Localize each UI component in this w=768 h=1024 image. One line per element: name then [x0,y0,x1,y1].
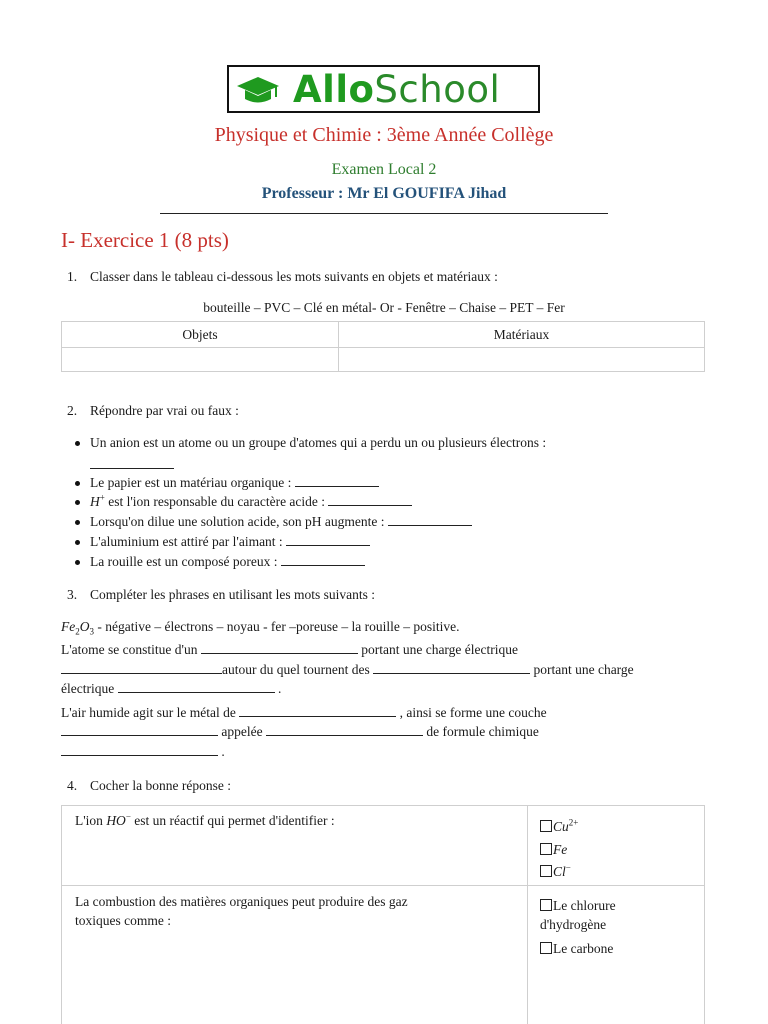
q2-answer-2[interactable] [295,474,379,487]
mcq-option-chlorure-line2: d'hydrogène [540,917,607,932]
q1-number: 1. [67,269,78,284]
materials-answer-cell[interactable] [339,348,705,372]
objects-answer-cell[interactable] [62,348,339,372]
q3-sentence-2: autour du quel tournent des portant une charge [61,661,634,679]
q2-statement-2: Le papier est un matériau organique : [90,474,379,492]
q2-answer-1[interactable] [90,456,174,474]
q3-word-list: $Fe_2O_3$ - négative – électrons – noyau - fer –poreuse – la rouille – positive. [61,619,460,637]
bullet [75,540,80,545]
mcq-question-1: L'ion HO− est un réactif qui permet d'identifier : [75,811,335,828]
objects-materials-table [61,321,705,372]
q2-statement-1: Un anion est un atome ou un groupe d'atomes qui a perdu un ou plusieurs électrons : [90,435,547,450]
table-header-objects: Objets [62,322,339,348]
mcq-table-divider [527,805,528,1024]
q1-word-list: bouteille – PVC – Clé en métal- Or - Fenêtre – Chaise – PET – Fer [203,300,565,315]
bullet [75,560,80,565]
exam-subtitle: Examen Local 2 [331,161,437,178]
q3-sentence-6: . [61,743,225,761]
page-title: Physique et Chimie : 3ème Année Collège [214,124,554,146]
mcq-option-cu[interactable]: $Cu^{2+}$ [540,818,578,836]
q3-text: Compléter les phrases en utilisant les mots suivants : [90,587,375,602]
q3-sentence-3: électrique . [61,681,282,696]
mcq-option-cl[interactable]: Cl− [540,863,571,881]
q3-blank-1[interactable] [201,641,358,654]
q2-statement-6: La rouille est un composé poreux : [90,553,365,571]
alloschool-logo [227,65,540,113]
q3-blank-4[interactable] [118,680,275,693]
header-divider [160,213,608,214]
q2-answer-4[interactable] [388,513,472,526]
logo-text: AlloSchool [293,68,501,111]
q3-blank-2[interactable] [61,661,222,674]
q2-number: 2. [67,403,78,418]
q4-number: 4. [67,778,78,793]
mcq-option-chlorure[interactable]: Le chlorure [540,897,616,915]
q2-answer-3[interactable] [328,493,412,506]
mcq-question-2-line2: toxiques comme : [75,913,171,928]
q3-blank-8[interactable] [61,743,218,756]
mcq-option-fe[interactable]: Fe [540,841,567,859]
professor-name: Professeur : Mr El GOUFIFA Jihad [261,185,507,202]
bullet [75,520,80,525]
mcq-table-row-divider [61,885,705,886]
q3-blank-6[interactable] [61,723,218,736]
q2-text: Répondre par vrai ou faux : [90,403,239,418]
bullet [75,441,80,446]
q2-statement-4: Lorsqu'on dilue une solution acide, son pH augmente : [90,513,472,531]
mcq-question-2-line1: La combustion des matières organiques peut produire des gaz [75,894,408,909]
q4-text: Cocher la bonne réponse : [90,778,231,793]
q3-sentence-5: appelée de formule chimique [61,723,539,741]
checkbox[interactable] [540,942,552,954]
q3-blank-7[interactable] [266,723,423,736]
table-header-materials: Matériaux [339,322,705,348]
q2-statement-5: L'aluminium est attiré par l'aimant : [90,533,370,551]
q3-blank-3[interactable] [373,661,530,674]
checkbox[interactable] [540,843,552,855]
q1-text: Classer dans le tableau ci-dessous les mots suivants en objets et matériaux : [90,269,498,284]
checkbox[interactable] [540,865,552,877]
q3-sentence-1: L'atome se constitue d'un portant une charge électrique [61,642,519,657]
q3-blank-5[interactable] [239,704,396,717]
section-title: I- Exercice 1 (8 pts) [61,228,229,252]
graduation-cap-icon [235,74,281,108]
checkbox[interactable] [540,899,552,911]
q3-number: 3. [67,587,78,602]
checkbox[interactable] [540,820,552,832]
q2-answer-6[interactable] [281,553,365,566]
bullet [75,481,80,486]
bullet [75,500,80,505]
mcq-option-carbone[interactable]: Le carbone [540,940,613,958]
q2-answer-5[interactable] [286,533,370,546]
q3-sentence-4: L'air humide agit sur le métal de , ainsi se forme une couche [61,705,547,720]
q2-statement-3: H+ est l'ion responsable du caractère acide : [90,493,412,511]
